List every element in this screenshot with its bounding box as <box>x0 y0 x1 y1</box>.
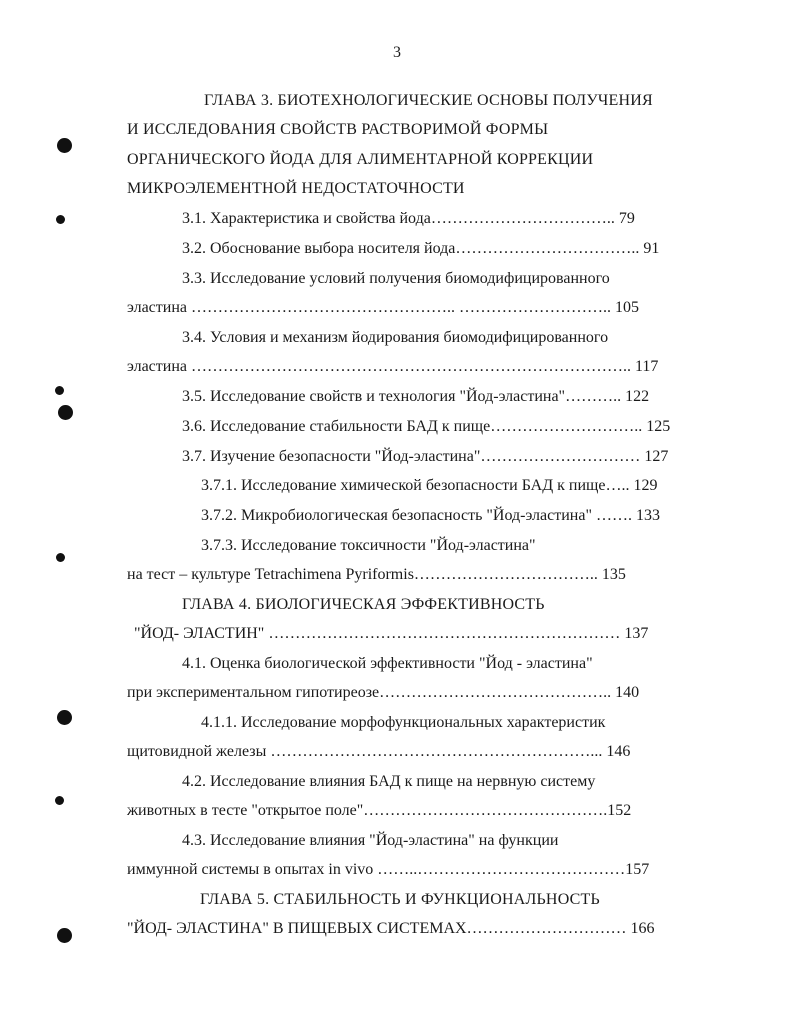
toc-entry-3-7-2: 3.7.2. Микробиологическая безопасность "Йод-эластина" ……. 133 <box>201 507 660 524</box>
toc-entry-4-3-cont: иммунной системы в опытах in vivo ……..…………………………………157 <box>127 861 650 878</box>
toc-entry-4-3: 4.3. Исследование влияния "Йод-эластина" на функции <box>182 832 559 849</box>
toc-entry-3-5: 3.5. Исследование свойств и технология "Йод-эластина"……….. 122 <box>182 388 650 405</box>
toc-entry-3-3-cont: эластина ………………………………………….. ……………………….. 105 <box>127 299 639 316</box>
toc-entry-4-1-cont: при экспериментальном гипотиреозе…………………………………….. 140 <box>127 684 640 701</box>
toc-entry-3-7: 3.7. Изучение безопасности "Йод-эластина"………………………… 127 <box>182 448 669 465</box>
toc-entry-4-1-1: 4.1.1. Исследование морфофункциональных характеристик <box>201 714 606 731</box>
toc-entry-3-3: 3.3. Исследование условий получения биомодифицированного <box>182 270 610 287</box>
toc-entry-3-7-3: 3.7.3. Исследование токсичности "Йод-эластина" <box>201 537 536 554</box>
toc-entry-4-1: 4.1. Оценка биологической эффективности "Йод - эластина" <box>182 655 593 672</box>
punch-hole-mark <box>57 710 72 725</box>
toc-entry-4-1-1-cont: щитовидной железы ……………………………………………………... 146 <box>127 743 631 760</box>
punch-hole-mark <box>57 138 72 153</box>
page-number: 3 <box>393 44 401 61</box>
punch-hole-mark <box>55 796 64 805</box>
toc-entry-3-7-1: 3.7.1. Исследование химической безопасности БАД к пище….. 129 <box>201 477 658 494</box>
toc-entry-3-7-3-cont: на тест – культуре Tetrachimena Pyriformis…………………………….. 135 <box>127 566 626 583</box>
punch-hole-mark <box>57 928 72 943</box>
toc-entry-3-6: 3.6. Исследование стабильности БАД к пище……………………….. 125 <box>182 418 671 435</box>
toc-entry-3-2: 3.2. Обоснование выбора носителя йода…………………………….. 91 <box>182 240 660 257</box>
chapter4-heading: ГЛАВА 4. БИОЛОГИЧЕСКАЯ ЭФФЕКТИВНОСТЬ <box>182 596 545 613</box>
punch-hole-mark <box>58 405 73 420</box>
punch-hole-mark <box>56 215 65 224</box>
toc-entry-4-2-cont: животных в тесте "открытое поле"……………………………………….152 <box>127 802 632 819</box>
chapter3-heading-line1: ГЛАВА 3. БИОТЕХНОЛОГИЧЕСКИЕ ОСНОВЫ ПОЛУЧЕНИЯ <box>204 92 653 109</box>
punch-hole-mark <box>56 553 65 562</box>
toc-entry-4-2: 4.2. Исследование влияния БАД к пище на нервную систему <box>182 773 596 790</box>
chapter4-heading-cont: "ЙОД- ЭЛАСТИН" ………………………………………………………… 137 <box>134 625 649 642</box>
chapter3-heading-line4: МИКРОЭЛЕМЕНТНОЙ НЕДОСТАТОЧНОСТИ <box>127 180 465 197</box>
toc-entry-3-4: 3.4. Условия и механизм йодирования биомодифицированного <box>182 329 609 346</box>
chapter3-heading-line3: ОРГАНИЧЕСКОГО ЙОДА ДЛЯ АЛИМЕНТАРНОЙ КОРРЕКЦИИ <box>127 151 594 168</box>
chapter5-heading: ГЛАВА 5. СТАБИЛЬНОСТЬ И ФУНКЦИОНАЛЬНОСТЬ <box>200 891 600 908</box>
chapter3-heading-line2: И ИССЛЕДОВАНИЯ СВОЙСТВ РАСТВОРИМОЙ ФОРМЫ <box>127 121 549 138</box>
punch-hole-mark <box>55 386 64 395</box>
chapter5-heading-cont: "ЙОД- ЭЛАСТИНА" В ПИЩЕВЫХ СИСТЕМАХ………………………… 166 <box>127 920 655 937</box>
toc-entry-3-4-cont: эластина ……………………………………………………………………….. 117 <box>127 358 659 375</box>
toc-entry-3-1: 3.1. Характеристика и свойства йода…………………………….. 79 <box>182 210 635 227</box>
